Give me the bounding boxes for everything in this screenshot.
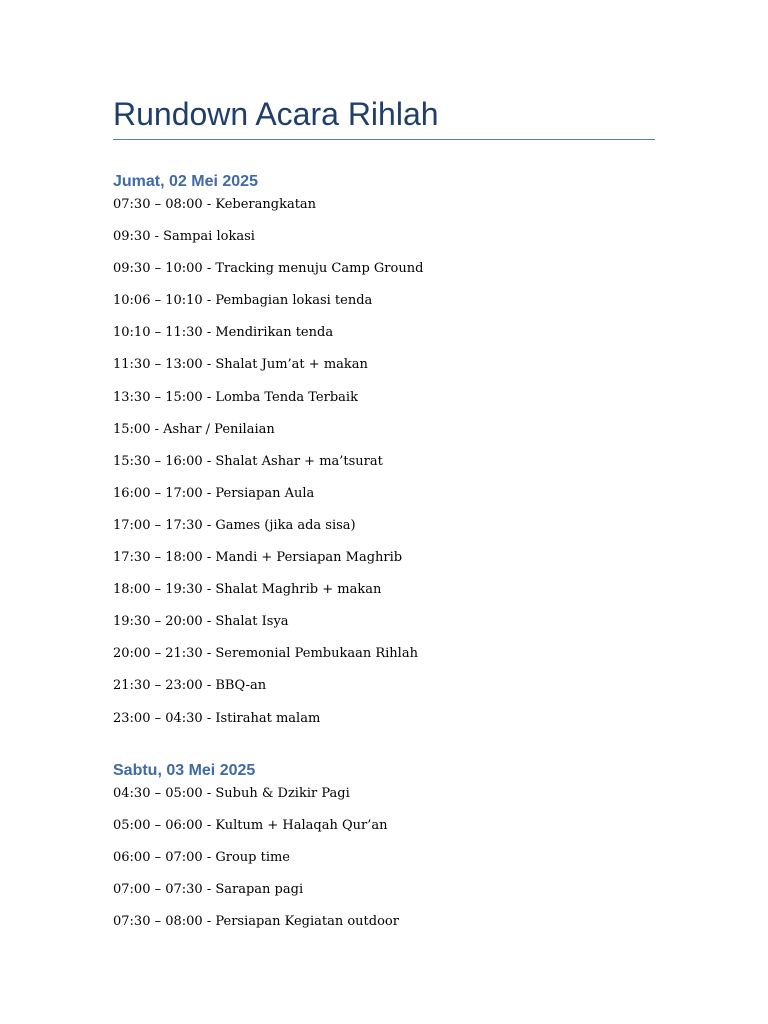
schedule-item: 15:30 – 16:00 - Shalat Ashar + ma’tsurat <box>113 453 383 469</box>
title-underline <box>113 139 655 140</box>
day-heading-saturday: Sabtu, 03 Mei 2025 <box>113 762 256 779</box>
day-heading-friday: Jumat, 02 Mei 2025 <box>113 173 258 190</box>
schedule-item: 13:30 – 15:00 - Lomba Tenda Terbaik <box>113 389 358 405</box>
schedule-item: 07:30 – 08:00 - Persiapan Kegiatan outdoor <box>113 914 399 930</box>
schedule-item: 18:00 – 19:30 - Shalat Maghrib + makan <box>113 582 382 598</box>
schedule-item: 05:00 – 06:00 - Kultum + Halaqah Qur’an <box>113 818 388 834</box>
schedule-item: 17:00 – 17:30 - Games (jika ada sisa) <box>113 517 356 533</box>
document-title: Rundown Acara Rihlah <box>113 96 439 132</box>
schedule-item: 19:30 – 20:00 - Shalat Isya <box>113 614 289 630</box>
schedule-item: 15:00 - Ashar / Penilaian <box>113 421 275 437</box>
schedule-item: 10:10 – 11:30 - Mendirikan tenda <box>113 325 334 341</box>
schedule-item: 04:30 – 05:00 - Subuh & Dzikir Pagi <box>113 786 350 801</box>
schedule-item: 06:00 – 07:00 - Group time <box>113 850 291 866</box>
schedule-item: 10:06 – 10:10 - Pembagian lokasi tenda <box>113 293 373 309</box>
schedule-item: 07:00 – 07:30 - Sarapan pagi <box>113 882 304 898</box>
schedule-item: 09:30 – 10:00 - Tracking menuju Camp Ground <box>113 261 424 277</box>
schedule-item: 09:30 - Sampai lokasi <box>113 229 255 245</box>
schedule-item: 21:30 – 23:00 - BBQ-an <box>113 678 267 694</box>
schedule-list-friday <box>113 196 423 742</box>
schedule-item: 07:30 – 08:00 - Keberangkatan <box>113 197 317 212</box>
schedule-item: 17:30 – 18:00 - Mandi + Persiapan Maghrib <box>113 550 403 566</box>
schedule-item: 20:00 – 21:30 - Seremonial Pembukaan Rihlah <box>113 646 418 662</box>
schedule-item: 16:00 – 17:00 - Persiapan Aula <box>113 485 315 501</box>
schedule-list-saturday <box>113 785 399 945</box>
schedule-item: 23:00 – 04:30 - Istirahat malam <box>113 710 321 726</box>
schedule-item: 11:30 – 13:00 - Shalat Jum’at + makan <box>113 357 368 373</box>
